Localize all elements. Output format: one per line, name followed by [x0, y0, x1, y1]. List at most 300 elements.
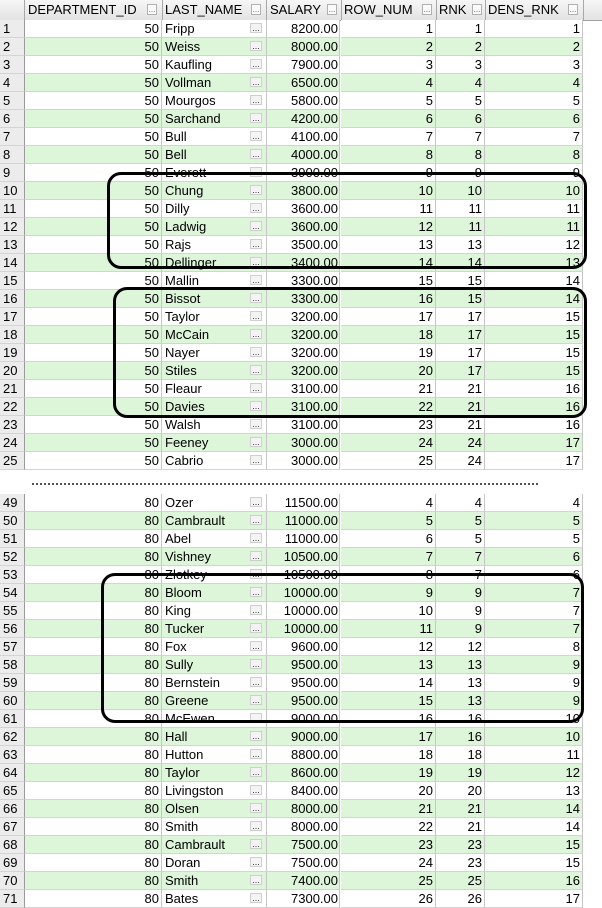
dens-rnk-cell[interactable]: 12: [485, 764, 583, 782]
row-number[interactable]: 23: [0, 416, 25, 434]
cell-edit-button[interactable]: ...: [250, 131, 262, 141]
cell-edit-button[interactable]: ...: [250, 329, 262, 339]
salary-cell[interactable]: 8200.00: [267, 20, 340, 38]
dens-rnk-cell[interactable]: 14: [485, 272, 583, 290]
department-id-cell[interactable]: 80: [25, 782, 162, 800]
dens-rnk-cell[interactable]: 9: [485, 164, 583, 182]
dens-rnk-cell[interactable]: 14: [485, 800, 583, 818]
last-name-cell[interactable]: King: [162, 602, 267, 620]
row-num-cell[interactable]: 19: [341, 344, 436, 362]
row-number[interactable]: 66: [0, 800, 25, 818]
last-name-cell[interactable]: Ladwig: [162, 218, 267, 236]
salary-cell[interactable]: 9600.00: [267, 638, 340, 656]
last-name-cell[interactable]: Bloom: [162, 584, 267, 602]
table-row[interactable]: [0, 566, 602, 584]
row-number[interactable]: 4: [0, 74, 25, 92]
table-row[interactable]: [0, 38, 602, 56]
rnk-cell[interactable]: 21: [436, 398, 485, 416]
rnk-cell[interactable]: 23: [436, 854, 485, 872]
last-name-cell[interactable]: Bell: [162, 146, 267, 164]
cell-edit-button[interactable]: ...: [250, 497, 262, 507]
department-id-cell[interactable]: 80: [25, 674, 162, 692]
row-num-cell[interactable]: 9: [341, 164, 436, 182]
last-name-cell[interactable]: Smith: [162, 872, 267, 890]
last-name-cell[interactable]: Kaufling: [162, 56, 267, 74]
cell-edit-button[interactable]: ...: [250, 731, 262, 741]
row-num-cell[interactable]: 3: [341, 56, 436, 74]
last-name-cell[interactable]: Hall: [162, 728, 267, 746]
department-id-cell[interactable]: 80: [25, 602, 162, 620]
row-number[interactable]: 58: [0, 656, 25, 674]
cell-edit-button[interactable]: ...: [250, 41, 262, 51]
rnk-cell[interactable]: 13: [436, 692, 485, 710]
row-number[interactable]: 2: [0, 38, 25, 56]
row-number[interactable]: 25: [0, 452, 25, 470]
salary-cell[interactable]: 8600.00: [267, 764, 340, 782]
row-num-cell[interactable]: 12: [341, 638, 436, 656]
table-row[interactable]: [0, 290, 602, 308]
row-number[interactable]: 10: [0, 182, 25, 200]
rnk-cell[interactable]: 7: [436, 548, 485, 566]
department-id-cell[interactable]: 50: [25, 218, 162, 236]
table-row[interactable]: [0, 620, 602, 638]
dens-rnk-cell[interactable]: 2: [485, 38, 583, 56]
salary-cell[interactable]: 3200.00: [267, 308, 340, 326]
dens-rnk-cell[interactable]: 8: [485, 146, 583, 164]
last-name-cell[interactable]: Feeney: [162, 434, 267, 452]
cell-edit-button[interactable]: ...: [250, 785, 262, 795]
salary-cell[interactable]: 11000.00: [267, 512, 340, 530]
salary-cell[interactable]: 3900.00: [267, 164, 340, 182]
table-row[interactable]: [0, 692, 602, 710]
row-num-cell[interactable]: 15: [341, 272, 436, 290]
row-num-cell[interactable]: 11: [341, 620, 436, 638]
department-id-cell[interactable]: 50: [25, 362, 162, 380]
table-row[interactable]: [0, 200, 602, 218]
last-name-cell[interactable]: Hutton: [162, 746, 267, 764]
rnk-cell[interactable]: 17: [436, 362, 485, 380]
salary-cell[interactable]: 3600.00: [267, 218, 340, 236]
cell-edit-button[interactable]: ...: [250, 383, 262, 393]
department-id-cell[interactable]: 80: [25, 638, 162, 656]
row-num-cell[interactable]: 26: [341, 890, 436, 908]
last-name-cell[interactable]: Mourgos: [162, 92, 267, 110]
row-number[interactable]: 13: [0, 236, 25, 254]
department-id-cell[interactable]: 50: [25, 110, 162, 128]
department-id-cell[interactable]: 80: [25, 764, 162, 782]
dens-rnk-cell[interactable]: 16: [485, 380, 583, 398]
row-num-cell[interactable]: 7: [341, 128, 436, 146]
last-name-cell[interactable]: Nayer: [162, 344, 267, 362]
header-last-name[interactable]: LAST_NAME: [162, 0, 267, 20]
cell-edit-button[interactable]: ...: [250, 659, 262, 669]
rnk-cell[interactable]: 21: [436, 818, 485, 836]
rnk-cell[interactable]: 1: [436, 20, 485, 38]
table-row[interactable]: [0, 710, 602, 728]
department-id-cell[interactable]: 50: [25, 146, 162, 164]
salary-cell[interactable]: 7400.00: [267, 872, 340, 890]
department-id-cell[interactable]: 80: [25, 566, 162, 584]
cell-edit-button[interactable]: ...: [250, 275, 262, 285]
dens-rnk-cell[interactable]: 9: [485, 656, 583, 674]
row-num-cell[interactable]: 19: [341, 764, 436, 782]
cell-edit-button[interactable]: ...: [250, 185, 262, 195]
row-number[interactable]: 17: [0, 308, 25, 326]
department-id-cell[interactable]: 50: [25, 128, 162, 146]
department-id-cell[interactable]: 80: [25, 854, 162, 872]
dens-rnk-cell[interactable]: 6: [485, 548, 583, 566]
dens-rnk-cell[interactable]: 16: [485, 872, 583, 890]
last-name-cell[interactable]: Everett: [162, 164, 267, 182]
row-number[interactable]: 56: [0, 620, 25, 638]
last-name-cell[interactable]: Weiss: [162, 38, 267, 56]
row-num-cell[interactable]: 5: [341, 92, 436, 110]
last-name-cell[interactable]: Olsen: [162, 800, 267, 818]
last-name-cell[interactable]: McEwen: [162, 710, 267, 728]
row-number[interactable]: 57: [0, 638, 25, 656]
cell-edit-button[interactable]: ...: [250, 437, 262, 447]
row-number[interactable]: 16: [0, 290, 25, 308]
dens-rnk-cell[interactable]: 5: [485, 512, 583, 530]
table-row[interactable]: [0, 872, 602, 890]
row-number[interactable]: 6: [0, 110, 25, 128]
rnk-cell[interactable]: 26: [436, 890, 485, 908]
row-number[interactable]: 14: [0, 254, 25, 272]
table-row[interactable]: [0, 74, 602, 92]
last-name-cell[interactable]: Tucker: [162, 620, 267, 638]
dens-rnk-cell[interactable]: 15: [485, 344, 583, 362]
cell-edit-button[interactable]: ...: [250, 221, 262, 231]
rnk-cell[interactable]: 15: [436, 290, 485, 308]
salary-cell[interactable]: 3200.00: [267, 326, 340, 344]
rnk-cell[interactable]: 25: [436, 872, 485, 890]
rnk-cell[interactable]: 3: [436, 56, 485, 74]
department-id-cell[interactable]: 80: [25, 818, 162, 836]
dens-rnk-cell[interactable]: 4: [485, 494, 583, 512]
salary-cell[interactable]: 3500.00: [267, 236, 340, 254]
row-number[interactable]: 49: [0, 494, 25, 512]
row-number[interactable]: 24: [0, 434, 25, 452]
cell-edit-button[interactable]: ...: [250, 365, 262, 375]
rnk-cell[interactable]: 5: [436, 92, 485, 110]
row-num-cell[interactable]: 13: [341, 656, 436, 674]
cell-edit-button[interactable]: ...: [250, 239, 262, 249]
rnk-cell[interactable]: 16: [436, 710, 485, 728]
table-row[interactable]: [0, 746, 602, 764]
table-row[interactable]: [0, 584, 602, 602]
department-id-cell[interactable]: 50: [25, 92, 162, 110]
row-number[interactable]: 5: [0, 92, 25, 110]
rnk-cell[interactable]: 17: [436, 326, 485, 344]
dens-rnk-cell[interactable]: 15: [485, 836, 583, 854]
row-number[interactable]: 3: [0, 56, 25, 74]
salary-cell[interactable]: 9500.00: [267, 674, 340, 692]
rnk-cell[interactable]: 17: [436, 344, 485, 362]
sort-icon[interactable]: ...: [252, 5, 260, 14]
department-id-cell[interactable]: 50: [25, 398, 162, 416]
salary-cell[interactable]: 3100.00: [267, 398, 340, 416]
table-row[interactable]: [0, 764, 602, 782]
row-num-cell[interactable]: 9: [341, 584, 436, 602]
salary-cell[interactable]: 11500.00: [267, 494, 340, 512]
row-num-cell[interactable]: 17: [341, 308, 436, 326]
rnk-cell[interactable]: 21: [436, 416, 485, 434]
rnk-cell[interactable]: 12: [436, 638, 485, 656]
table-row[interactable]: [0, 854, 602, 872]
last-name-cell[interactable]: Fleaur: [162, 380, 267, 398]
salary-cell[interactable]: 6500.00: [267, 74, 340, 92]
salary-cell[interactable]: 3000.00: [267, 452, 340, 470]
last-name-cell[interactable]: Bull: [162, 128, 267, 146]
rnk-cell[interactable]: 9: [436, 602, 485, 620]
department-id-cell[interactable]: 50: [25, 164, 162, 182]
dens-rnk-cell[interactable]: 8: [485, 638, 583, 656]
table-row[interactable]: [0, 656, 602, 674]
salary-cell[interactable]: 10500.00: [267, 548, 340, 566]
row-number[interactable]: 53: [0, 566, 25, 584]
department-id-cell[interactable]: 80: [25, 746, 162, 764]
department-id-cell[interactable]: 50: [25, 272, 162, 290]
department-id-cell[interactable]: 50: [25, 308, 162, 326]
table-row[interactable]: [0, 380, 602, 398]
last-name-cell[interactable]: Sarchand: [162, 110, 267, 128]
rnk-cell[interactable]: 9: [436, 164, 485, 182]
row-num-cell[interactable]: 18: [341, 326, 436, 344]
header-row-num[interactable]: ROW_NUM: [341, 0, 437, 20]
cell-edit-button[interactable]: ...: [250, 401, 262, 411]
row-number[interactable]: 8: [0, 146, 25, 164]
row-number[interactable]: 63: [0, 746, 25, 764]
dens-rnk-cell[interactable]: 10: [485, 728, 583, 746]
last-name-cell[interactable]: Ozer: [162, 494, 267, 512]
salary-cell[interactable]: 9000.00: [267, 728, 340, 746]
last-name-cell[interactable]: Mallin: [162, 272, 267, 290]
row-num-cell[interactable]: 5: [341, 512, 436, 530]
row-num-cell[interactable]: 17: [341, 728, 436, 746]
rnk-cell[interactable]: 23: [436, 836, 485, 854]
rnk-cell[interactable]: 17: [436, 308, 485, 326]
rnk-cell[interactable]: 21: [436, 380, 485, 398]
dens-rnk-cell[interactable]: 17: [485, 452, 583, 470]
table-row[interactable]: [0, 452, 602, 470]
rnk-cell[interactable]: 4: [436, 494, 485, 512]
rnk-cell[interactable]: 11: [436, 218, 485, 236]
rnk-cell[interactable]: 7: [436, 566, 485, 584]
row-num-cell[interactable]: 6: [341, 110, 436, 128]
department-id-cell[interactable]: 50: [25, 452, 162, 470]
row-num-cell[interactable]: 23: [341, 836, 436, 854]
row-num-cell[interactable]: 11: [341, 200, 436, 218]
row-number[interactable]: 68: [0, 836, 25, 854]
department-id-cell[interactable]: 50: [25, 38, 162, 56]
row-number[interactable]: 61: [0, 710, 25, 728]
row-num-cell[interactable]: 4: [341, 494, 436, 512]
dens-rnk-cell[interactable]: 11: [485, 746, 583, 764]
department-id-cell[interactable]: 80: [25, 656, 162, 674]
cell-edit-button[interactable]: ...: [250, 515, 262, 525]
department-id-cell[interactable]: 50: [25, 182, 162, 200]
table-row[interactable]: [0, 146, 602, 164]
department-id-cell[interactable]: 50: [25, 200, 162, 218]
cell-edit-button[interactable]: ...: [250, 893, 262, 903]
dens-rnk-cell[interactable]: 11: [485, 218, 583, 236]
rnk-cell[interactable]: 7: [436, 128, 485, 146]
row-num-cell[interactable]: 10: [341, 182, 436, 200]
table-row[interactable]: [0, 434, 602, 452]
rnk-cell[interactable]: 9: [436, 620, 485, 638]
salary-cell[interactable]: 4000.00: [267, 146, 340, 164]
salary-cell[interactable]: 3600.00: [267, 200, 340, 218]
cell-edit-button[interactable]: ...: [250, 695, 262, 705]
dens-rnk-cell[interactable]: 5: [485, 92, 583, 110]
rnk-cell[interactable]: 9: [436, 584, 485, 602]
last-name-cell[interactable]: Stiles: [162, 362, 267, 380]
row-num-cell[interactable]: 21: [341, 380, 436, 398]
row-num-cell[interactable]: 12: [341, 218, 436, 236]
dens-rnk-cell[interactable]: 7: [485, 620, 583, 638]
rnk-cell[interactable]: 19: [436, 764, 485, 782]
dens-rnk-cell[interactable]: 10: [485, 182, 583, 200]
rnk-cell[interactable]: 20: [436, 782, 485, 800]
dens-rnk-cell[interactable]: 13: [485, 254, 583, 272]
last-name-cell[interactable]: McCain: [162, 326, 267, 344]
table-row[interactable]: [0, 728, 602, 746]
salary-cell[interactable]: 10000.00: [267, 602, 340, 620]
row-number[interactable]: 15: [0, 272, 25, 290]
cell-edit-button[interactable]: ...: [250, 347, 262, 357]
last-name-cell[interactable]: Rajs: [162, 236, 267, 254]
cell-edit-button[interactable]: ...: [250, 293, 262, 303]
cell-edit-button[interactable]: ...: [250, 311, 262, 321]
dens-rnk-cell[interactable]: 6: [485, 110, 583, 128]
department-id-cell[interactable]: 50: [25, 290, 162, 308]
table-row[interactable]: [0, 818, 602, 836]
rnk-cell[interactable]: 24: [436, 452, 485, 470]
department-id-cell[interactable]: 50: [25, 56, 162, 74]
cell-edit-button[interactable]: ...: [250, 839, 262, 849]
salary-cell[interactable]: 5800.00: [267, 92, 340, 110]
last-name-cell[interactable]: Vishney: [162, 548, 267, 566]
row-num-cell[interactable]: 20: [341, 362, 436, 380]
row-num-cell[interactable]: 21: [341, 800, 436, 818]
table-row[interactable]: [0, 548, 602, 566]
row-num-cell[interactable]: 16: [341, 290, 436, 308]
table-row[interactable]: [0, 638, 602, 656]
last-name-cell[interactable]: Livingston: [162, 782, 267, 800]
cell-edit-button[interactable]: ...: [250, 605, 262, 615]
salary-cell[interactable]: 9500.00: [267, 656, 340, 674]
table-row[interactable]: [0, 530, 602, 548]
last-name-cell[interactable]: Chung: [162, 182, 267, 200]
rnk-cell[interactable]: 10: [436, 182, 485, 200]
header-department-id[interactable]: DEPARTMENT_ID: [25, 0, 163, 20]
table-row[interactable]: [0, 782, 602, 800]
department-id-cell[interactable]: 50: [25, 74, 162, 92]
cell-edit-button[interactable]: ...: [250, 641, 262, 651]
dens-rnk-cell[interactable]: 5: [485, 530, 583, 548]
last-name-cell[interactable]: Zlotkey: [162, 566, 267, 584]
row-num-cell[interactable]: 15: [341, 692, 436, 710]
cell-edit-button[interactable]: ...: [250, 569, 262, 579]
table-row[interactable]: [0, 20, 602, 38]
cell-edit-button[interactable]: ...: [250, 455, 262, 465]
salary-cell[interactable]: 8000.00: [267, 800, 340, 818]
row-number[interactable]: 69: [0, 854, 25, 872]
salary-cell[interactable]: 3100.00: [267, 380, 340, 398]
table-row[interactable]: [0, 800, 602, 818]
rnk-cell[interactable]: 5: [436, 530, 485, 548]
row-num-cell[interactable]: 18: [341, 746, 436, 764]
row-num-cell[interactable]: 24: [341, 434, 436, 452]
last-name-cell[interactable]: Greene: [162, 692, 267, 710]
cell-edit-button[interactable]: ...: [250, 875, 262, 885]
dens-rnk-cell[interactable]: 15: [485, 326, 583, 344]
row-num-cell[interactable]: 14: [341, 674, 436, 692]
department-id-cell[interactable]: 50: [25, 380, 162, 398]
department-id-cell[interactable]: 80: [25, 620, 162, 638]
last-name-cell[interactable]: Dellinger: [162, 254, 267, 272]
salary-cell[interactable]: 8400.00: [267, 782, 340, 800]
row-number[interactable]: 64: [0, 764, 25, 782]
row-num-cell[interactable]: 23: [341, 416, 436, 434]
department-id-cell[interactable]: 50: [25, 434, 162, 452]
cell-edit-button[interactable]: ...: [250, 587, 262, 597]
dens-rnk-cell[interactable]: 16: [485, 398, 583, 416]
table-row[interactable]: [0, 602, 602, 620]
row-number[interactable]: 55: [0, 602, 25, 620]
row-number[interactable]: 65: [0, 782, 25, 800]
salary-cell[interactable]: 8000.00: [267, 818, 340, 836]
row-num-cell[interactable]: 2: [341, 38, 436, 56]
cell-edit-button[interactable]: ...: [250, 167, 262, 177]
last-name-cell[interactable]: Doran: [162, 854, 267, 872]
row-num-cell[interactable]: 13: [341, 236, 436, 254]
department-id-cell[interactable]: 50: [25, 20, 162, 38]
row-number[interactable]: 70: [0, 872, 25, 890]
header-dens-rnk[interactable]: DENS_RNK: [485, 0, 584, 20]
department-id-cell[interactable]: 50: [25, 416, 162, 434]
row-number[interactable]: 62: [0, 728, 25, 746]
table-row[interactable]: [0, 344, 602, 362]
department-id-cell[interactable]: 80: [25, 548, 162, 566]
dens-rnk-cell[interactable]: 7: [485, 602, 583, 620]
last-name-cell[interactable]: Davies: [162, 398, 267, 416]
cell-edit-button[interactable]: ...: [250, 821, 262, 831]
row-number[interactable]: 60: [0, 692, 25, 710]
table-row[interactable]: [0, 494, 602, 512]
salary-cell[interactable]: 3000.00: [267, 434, 340, 452]
dens-rnk-cell[interactable]: 4: [485, 74, 583, 92]
department-id-cell[interactable]: 80: [25, 710, 162, 728]
table-row[interactable]: [0, 182, 602, 200]
last-name-cell[interactable]: Fripp: [162, 20, 267, 38]
dens-rnk-cell[interactable]: 17: [485, 434, 583, 452]
rnk-cell[interactable]: 6: [436, 110, 485, 128]
table-row[interactable]: [0, 272, 602, 290]
dens-rnk-cell[interactable]: 9: [485, 674, 583, 692]
row-number[interactable]: 54: [0, 584, 25, 602]
sort-icon[interactable]: ...: [473, 5, 481, 14]
row-num-cell[interactable]: 14: [341, 254, 436, 272]
table-row[interactable]: [0, 836, 602, 854]
rnk-cell[interactable]: 5: [436, 512, 485, 530]
cell-edit-button[interactable]: ...: [250, 857, 262, 867]
cell-edit-button[interactable]: ...: [250, 767, 262, 777]
cell-edit-button[interactable]: ...: [250, 551, 262, 561]
dens-rnk-cell[interactable]: 10: [485, 710, 583, 728]
table-row[interactable]: [0, 92, 602, 110]
salary-cell[interactable]: 4100.00: [267, 128, 340, 146]
